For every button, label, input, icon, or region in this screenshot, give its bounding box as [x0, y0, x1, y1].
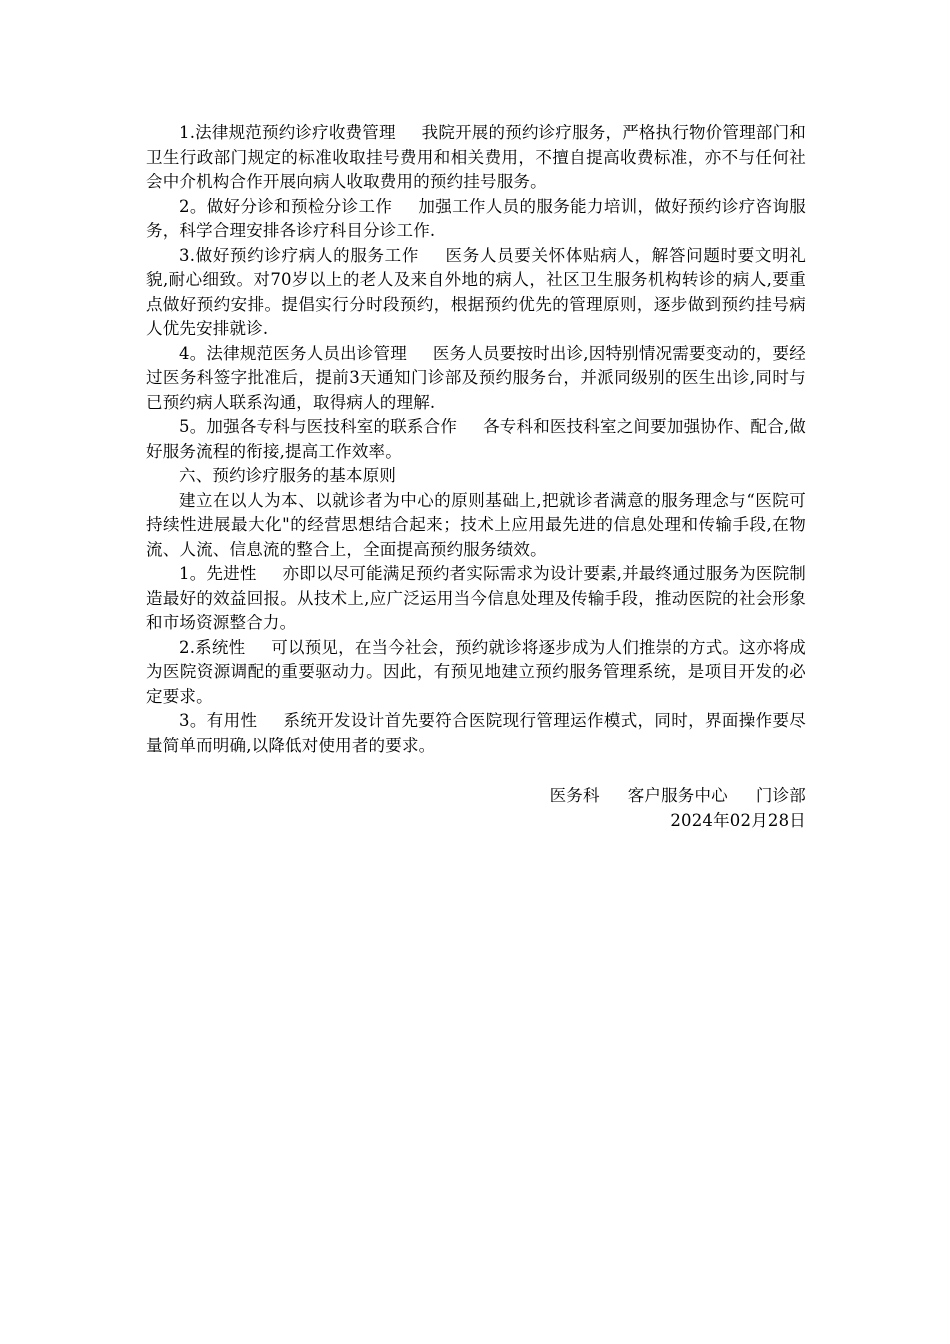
paragraph-text: 加强工作人员的服务能力培训，做好预约诊疗咨询服务，科学合理安排各诊疗科目分诊工作. — [146, 196, 806, 240]
paragraph-heading: 2。做好分诊和预检分诊工作 — [179, 196, 393, 216]
paragraph-patient-service — [146, 244, 806, 342]
signature-org-medical-affairs: 医务科 — [549, 786, 600, 805]
paragraph-text: 医务人员要关怀体贴病人，解答问题时要文明礼貌,耐心细致。对70岁以上的老人及来自外地的病人，社区卫生服务机构转诊的病人,要重点做好预约安排。提倡实行分时段预约，根据预约优先的管理原则，逐步做到预约挂号病人优先安排就诊. — [146, 245, 806, 338]
paragraph-heading: 1。先进性 — [179, 564, 257, 583]
document-body — [146, 121, 806, 758]
paragraph-principles-intro — [146, 489, 806, 563]
paragraph-text: 亦即以尽可能满足预约者实际需求为设计要素,并最终通过服务为医院制造最好的效益回报。从技术上,应广泛运用当今信息处理及传输手段，推动医院的社会形象和市场资源整合力。 — [146, 564, 806, 632]
section-heading: 六、预约诊疗服务的基本原则 — [179, 466, 397, 485]
paragraph-advanced — [146, 562, 806, 636]
paragraph-fee-management — [146, 121, 806, 195]
paragraph-text: 各专科和医技科室之间要加强协作、配合,做好服务流程的衔接,提高工作效率。 — [146, 417, 806, 461]
paragraph-text: 我院开展的预约诊疗服务，严格执行物价管理部门和卫生行政部门规定的标准收取挂号费用和相关费用，不擅自提高收费标准，亦不与任何社会中介机构合作开展向病人收取费用的预约挂号服务。 — [146, 123, 806, 191]
paragraph-staff-attendance — [146, 342, 806, 416]
paragraph-text: 可以预见，在当今社会，预约就诊将逐步成为人们推崇的方式。这亦将成为医院资源调配的重要驱动力。因此，有预见地建立预约服务管理系统，是项目开发的必定要求。 — [146, 637, 806, 706]
paragraph-heading: 4。法律规范医务人员出诊管理 — [179, 343, 407, 363]
document-page — [146, 121, 806, 833]
paragraph-triage — [146, 195, 806, 244]
paragraph-department-cooperation — [146, 415, 806, 464]
paragraph-heading: 2.系统性 — [179, 637, 246, 657]
paragraph-heading: 3.做好预约诊疗病人的服务工作 — [179, 245, 420, 265]
signature-org-outpatient: 门诊部 — [755, 786, 806, 805]
section-heading-principles — [146, 464, 806, 489]
paragraph-heading: 3。有用性 — [179, 711, 258, 730]
signature-block — [146, 784, 806, 833]
paragraph-heading: 1.法律规范预约诊疗收费管理 — [179, 123, 396, 142]
signature-date: 2024年02月28日 — [670, 810, 806, 830]
paragraph-practical — [146, 709, 806, 758]
paragraph-text: 建立在以人为本、以就诊者为中心的原则基础上,把就诊者满意的服务理念与“医院可持续性进展最大化"的经营思想结合起来；技术上应用最先进的信息处理和传输手段,在物流、人流、信息流的整合上，全面提高预约服务绩效。 — [146, 490, 806, 559]
signature-orgs — [146, 784, 806, 809]
paragraph-text: 医务人员要按时出诊,因特别情况需要变动的，要经过医务科签字批准后，提前3天通知门诊部及预约服务台，并派同级别的医生出诊,同时与已预约病人联系沟通，取得病人的理解. — [146, 343, 806, 412]
paragraph-systematic — [146, 636, 806, 710]
signature-org-customer-service: 客户服务中心 — [627, 786, 728, 805]
paragraph-text: 系统开发设计首先要符合医院现行管理运作模式，同时，界面操作要尽量简单而明确,以降低对使用者的要求。 — [146, 711, 807, 755]
paragraph-heading: 5。加强各专科与医技科室的联系合作 — [179, 417, 458, 436]
